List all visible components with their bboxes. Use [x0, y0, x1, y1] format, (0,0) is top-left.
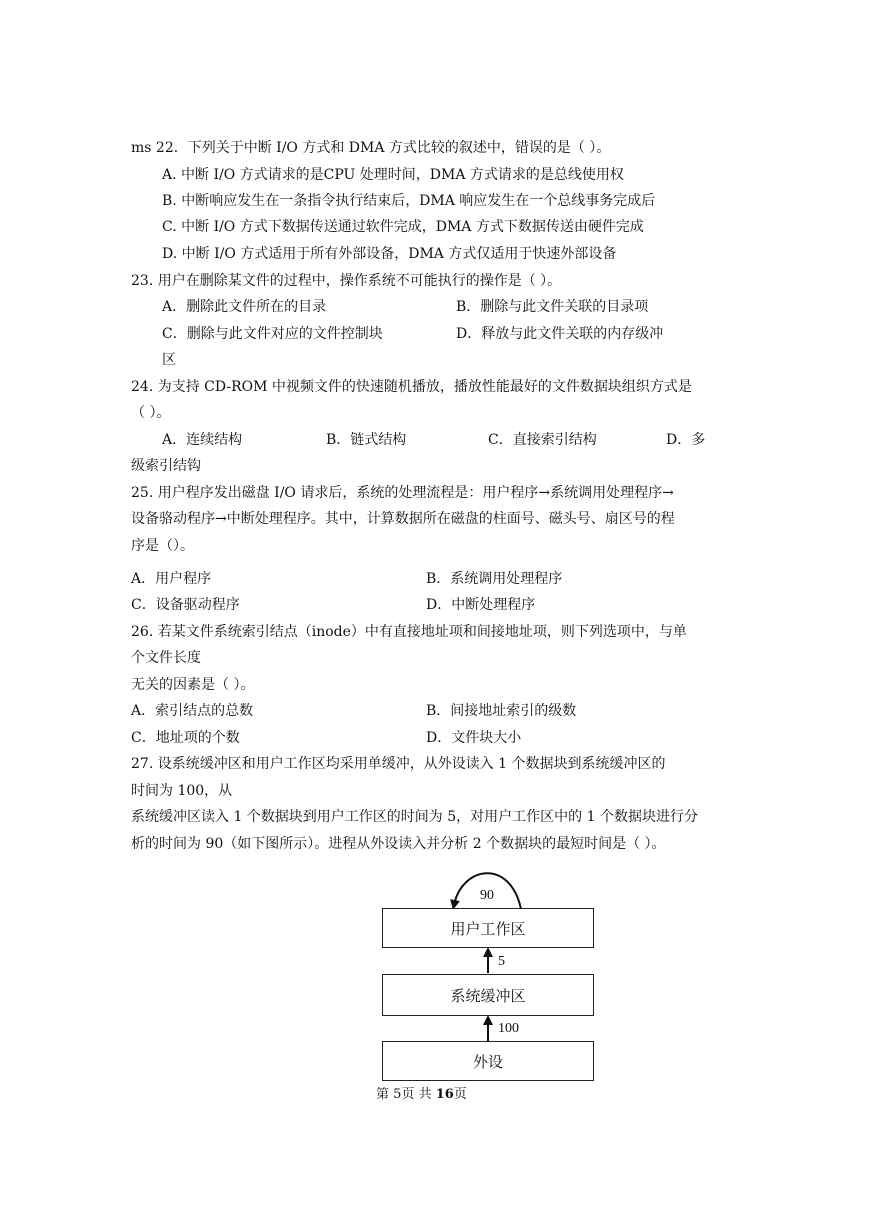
q26-option-d: D．文件块大小 — [426, 730, 522, 746]
loop-time-label: 90 — [480, 888, 494, 903]
buffer-to-user-time-label: 5 — [498, 954, 505, 969]
q24-option-d: D．多 — [666, 432, 706, 448]
q25-option-d: D．中断处理程序 — [426, 597, 536, 613]
footer-prefix: 第 — [376, 1087, 390, 1102]
q23-stem: 23. 用户在删除某文件的过程中，操作系统不可能执行的操作是（ ）。 — [131, 273, 562, 289]
q26-option-a: A．索引结点的总数 — [131, 703, 254, 719]
q27-stem-line1: 27. 设系统缓冲区和用户工作区均采用单缓冲，从外设读入 1 个数据块到系统缓冲区的 — [131, 756, 666, 772]
q26-stem-line3: 无关的因素是（ ）。 — [131, 677, 255, 693]
user-work-area-box: 用户工作区 — [382, 908, 594, 948]
footer-mid: 页 共 — [401, 1087, 432, 1102]
q25-option-c: C．设备驱动程序 — [131, 597, 240, 613]
q24-stem-line2: （ ）。 — [131, 405, 171, 421]
q23-option-d: D．释放与此文件关联的内存级冲 — [456, 326, 664, 342]
page-footer — [376, 1086, 467, 1104]
q24-option-b: B．链式结构 — [326, 432, 407, 448]
q22-option-b: B. 中断响应发生在一条指令执行结束后，DMA 响应发生在一个总线事务完成后 — [162, 193, 656, 209]
device-to-buffer-time-label: 100 — [498, 1021, 519, 1036]
q22-option-a: A. 中断 I/O 方式请求的是CPU 处理时间，DMA 方式请求的是总线使用权 — [162, 167, 624, 183]
footer-total-pages: 16 — [435, 1087, 454, 1102]
q26-option-c: C．地址项的个数 — [131, 730, 240, 746]
peripheral-box: 外设 — [382, 1041, 594, 1081]
q24-option-a: A．连续结构 — [162, 432, 243, 448]
footer-suffix: 页 — [453, 1087, 467, 1102]
q26-option-b: B．间接地址索引的级数 — [426, 703, 577, 719]
q22-option-d: D. 中断 I/O 方式适用于所有外部设备，DMA 方式仅适用于快速外部设备 — [162, 246, 617, 262]
q23-option-b: B．删除与此文件关联的目录项 — [456, 299, 649, 315]
q24-option-d-wrap: 级索引结钩 — [131, 458, 201, 474]
q26-stem-line1: 26. 若某文件系统索引结点（inode）中有直接地址项和间接地址项，则下列选项中，与单 — [131, 624, 687, 640]
q23-option-a: A．删除此文件所在的目录 — [162, 299, 327, 315]
q26-stem-line2: 个文件长度 — [131, 650, 201, 666]
q27-stem-line2: 时间为 100，从 — [131, 783, 233, 799]
q27-stem-line3: 系统缓冲区读入 1 个数据块到用户工作区的时间为 5，对用户工作区中的 1 个数据块进行分 — [131, 809, 698, 825]
q25-option-a: A．用户程序 — [131, 571, 212, 587]
q23-option-c: C．删除与此文件对应的文件控制块 — [162, 326, 383, 342]
q27-stem-line4: 析的时间为 90（如下图所示）。进程从外设读入并分析 2 个数据块的最短时间是（ ）。 — [131, 836, 666, 852]
q25-stem-line1: 25. 用户程序发出磁盘 I/O 请求后，系统的处理流程是：用户程序→系统调用处理程序→ — [131, 485, 674, 501]
q23-option-d-wrap: 区 — [162, 352, 176, 368]
footer-page-number: 5 — [393, 1087, 402, 1102]
q22-stem: ms 22．下列关于中断 I/O 方式和 DMA 方式比较的叙述中，错误的是（ ）。 — [131, 140, 611, 156]
q25-stem-line2: 设备骆动程序→中断处理程序。其中，计算数据所在磁盘的柱面号、磁头号、扇区号的程 — [131, 511, 675, 527]
system-buffer-box: 系统缓冲区 — [382, 974, 594, 1016]
q24-stem-line1: 24. 为支持 CD-ROM 中视频文件的快速随机播放，播放性能最好的文件数据块组织方式是 — [131, 379, 692, 395]
q22-option-c: C. 中断 I/O 方式下数据传送通过软件完成，DMA 方式下数据传送由硬件完成 — [162, 219, 644, 235]
q25-stem-line3: 序是（）。 — [131, 538, 194, 554]
q24-option-c: C．直接索引结构 — [488, 432, 597, 448]
q25-option-b: B．系统调用处理程序 — [426, 571, 563, 587]
